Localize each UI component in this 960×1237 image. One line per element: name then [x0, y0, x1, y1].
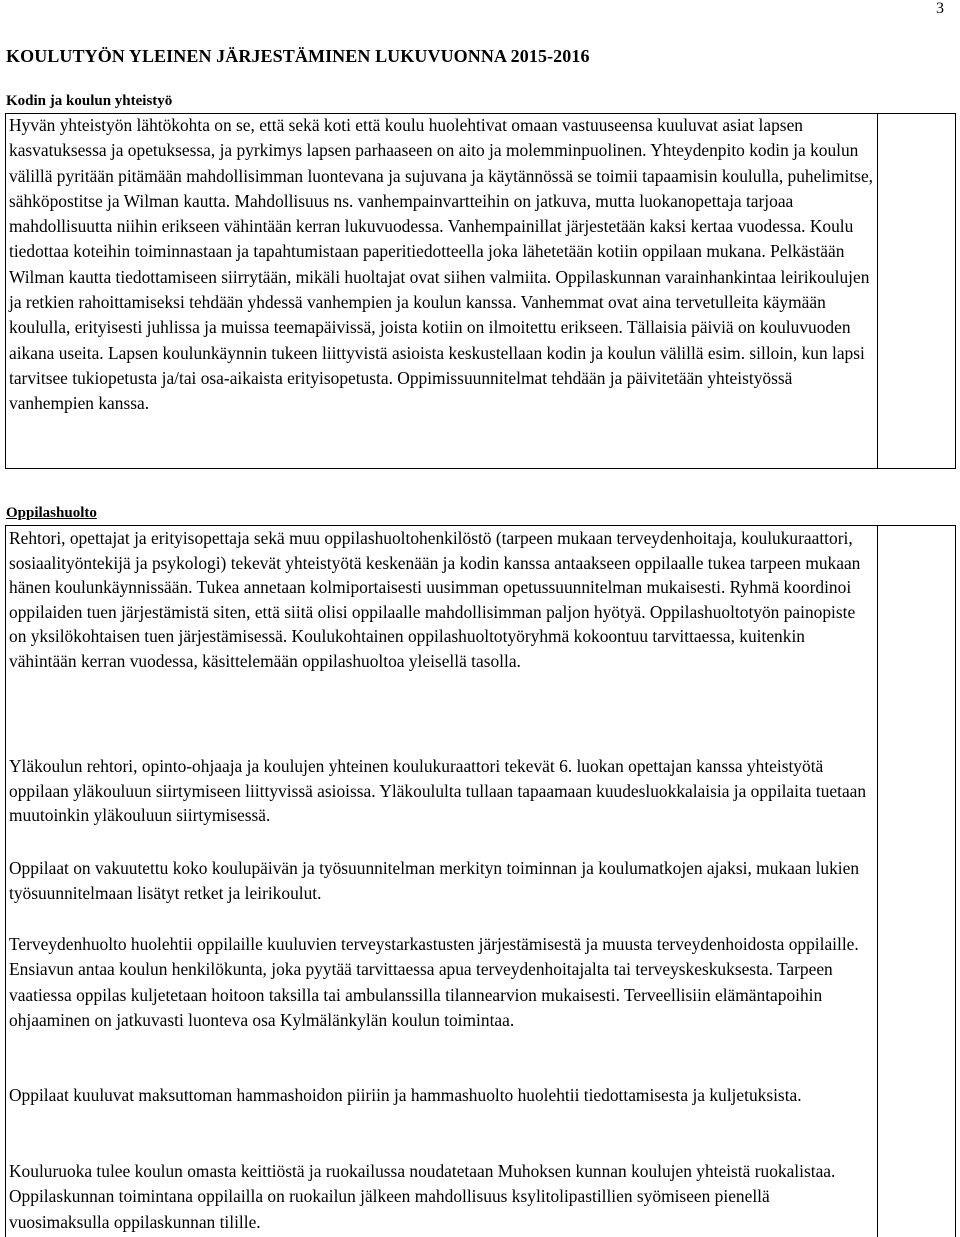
paragraph-health-care: Terveydenhuolto huolehtii oppilaille kuuluvien terveystarkastusten järjestämisestä ja muusta terveydenhoidosta oppilaille. Ensiavun antaa koulun henkilökunta, joka pyytää tarvittaessa apua terveydenhoitajalta tai terveyskeskuksesta. Tarpeen vaatiessa oppilas kuljetetaan hoitoon taksilla tai ambulanssilla tilannearvion mukaisesti. Terveellisiin elämäntapoihin ohjaaminen on jatkuvasti luonteva osa Kylmälänkylän koulun toimintaa.: [9, 934, 859, 1030]
paragraph-dental-care: Oppilaat kuuluvat maksuttoman hammashoidon piiriin ja hammashuolto huolehtii tiedottamisesta ja kuljetuksista.: [9, 1085, 802, 1105]
section-heading-home-school-cooperation: Kodin ja koulun yhteistyö: [6, 93, 173, 109]
section-side-cell: [878, 113, 956, 469]
document-title: KOULUTYÖN YLEINEN JÄRJESTÄMINEN LUKUVUONNA 2015-2016: [6, 46, 590, 66]
paragraph-insurance: Oppilaat on vakuutettu koko koulupäivän ja työsuunnitelman merkityn toiminnan ja koulumatkojen ajaksi, mukaan lukien työsuunnitelmaan lisätyt retket ja leirikoulut.: [9, 858, 860, 904]
section-side-cell: [878, 525, 956, 1237]
section-heading-student-welfare: Oppilashuolto: [6, 505, 97, 521]
paragraph-school-meals: Kouluruoka tulee koulun omasta keittiöstä ja ruokailussa noudatetaan Muhoksen kunnan koulujen yhteistä ruokalistaa. Oppilaskunnan toimintana oppilailla on ruokailun jälkeen mahdollisuus ksylitolipastillien syömiseen pienellä vuosimaksulla oppilaskunnan tilille.: [9, 1161, 836, 1232]
page-number: 3: [936, 0, 944, 17]
paragraph-home-school-cooperation: Hyvän yhteistyön lähtökohta on se, että sekä koti että koulu huolehtivat omaan vastuuseensa kuuluvat asiat lapsen kasvatuksessa ja opetuksessa, ja pyrkimys lapsen parhaaseen on aito ja molemminpuolinen. Yhteydenpito kodin ja koulun välillä pyritään pitämään mahdollisimman luontevana ja sujuvana ja käytännössä se toimii tapaamisin koululla, puhelimitse, sähköpostitse ja Wilman kautta. Mahdollisuus ns. vanhempainvartteihin on jatkuva, mutta luokanopettaja tarjoaa mahdollisuutta niihin erikseen vähintään kerran lukuvuodessa. Vanhempainillat järjestetään kaksi kertaa vuodessa. Koulu tiedottaa koteihin toiminnastaan ja tapahtumistaan paperitiedotteella joka lähetetään kotiin oppilaan mukana. Pelkästään Wilman kautta tiedottamiseen siirrytään, mikäli huoltajat ovat siihen valmiita. Oppilaskunnan varainhankintaa leirikoulujen ja retkien rahoittamiseksi tehdään yhdessä vanhempien ja koulun kanssa. Vanhemmat ovat aina tervetulleita käymään koululla, erityisesti juhlissa ja muissa teemapäivissä, joista kotiin on ilmoitettu erikseen. Tällaisia päiviä on kouluvuoden aikana useita. Lapsen koulunkäynnin tukeen liittyvistä asioista keskustellaan kodin ja koulun välillä esim. silloin, kun lapsi tarvitsee tukiopetusta ja/tai osa-aikaista erityisopetusta. Oppimissuunnitelmat tehdään ja päivitetään yhteistyössä vanhempien kanssa.: [9, 115, 874, 414]
paragraph-welfare-team: Rehtori, opettajat ja erityisopettaja sekä muu oppilashuoltohenkilöstö (tarpeen mukaan terveydenhoitaja, koulukuraattori, sosiaalityöntekijä ja psykologi) tekevät yhteistyötä keskenään ja kodin kanssa antaakseen oppilaalle tukea tarpeen mukaan hänen koulunkäynnissään. Tukea annetaan kolmiportaisesti uusimman opetussuunnitelman mukaisesti. Ryhmä koordinoi oppilaiden tuen järjestämistä siten, että siitä olisi oppilaalle mahdollisimman paljon hyötyä. Oppilashuoltotyön painopiste on yksilökohtaisen tuen järjestämisessä. Koulukohtainen oppilashuoltotyöryhmä kokoontuu tarvittaessa, kuitenkin vähintään kerran vuodessa, käsittelemään oppilashuoltoa yleisellä tasolla.: [9, 528, 861, 671]
paragraph-transition-upper-school: Yläkoulun rehtori, opinto-ohjaaja ja koulujen yhteinen koulukuraattori tekevät 6. luokan opettajan kanssa yhteistyötä oppilaan yläkouluun siirtymiseen liittyvissä asioissa. Yläkoululta tullaan tapaamaan kuudesluokkalaisia ja oppilaita tuetaan muutoinkin yläkouluun siirtymisessä.: [9, 756, 867, 826]
